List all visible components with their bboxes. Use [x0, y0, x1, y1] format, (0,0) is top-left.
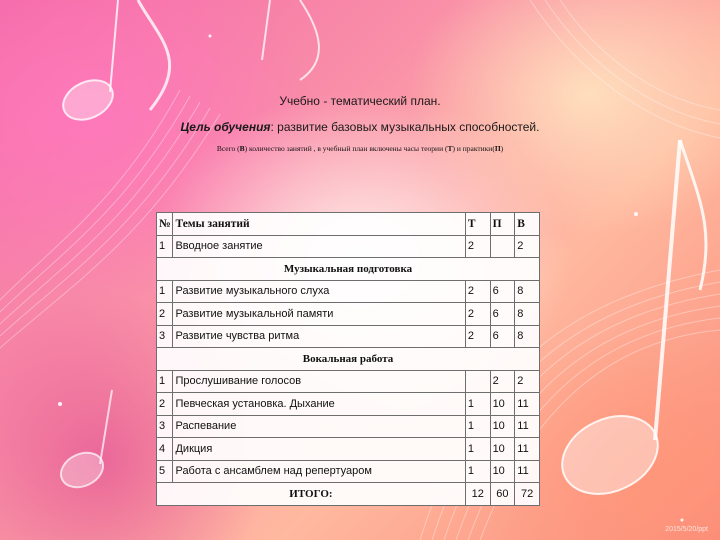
cell-practice [490, 235, 515, 258]
legend-note [0, 144, 720, 153]
goal-label: Цель обучения [180, 120, 271, 134]
cell-number: 3 [157, 415, 173, 438]
cell-theory: 2 [465, 235, 490, 258]
cell-theory: 1 [465, 438, 490, 461]
total-label: ИТОГО: [157, 483, 466, 506]
cell-total: 2 [515, 370, 540, 393]
cell-total: 11 [515, 393, 540, 416]
column-header-practice: П [490, 213, 515, 236]
learning-goal [0, 120, 720, 134]
cell-total: 8 [515, 303, 540, 326]
note-abbrev-total: В [239, 144, 245, 153]
total-row [157, 483, 540, 506]
cell-total: 2 [515, 235, 540, 258]
section-row [157, 348, 540, 371]
section-title: Вокальная работа [157, 348, 540, 371]
note-text: ) количество занятий , в учебный план включены часы теории ( [244, 144, 448, 153]
section-title: Музыкальная подготовка [157, 258, 540, 281]
cell-theory: 1 [465, 460, 490, 483]
cell-total: 11 [515, 438, 540, 461]
cell-practice: 10 [490, 415, 515, 438]
cell-theory [465, 370, 490, 393]
note-text: Всего ( [216, 144, 240, 153]
table-header-row [157, 213, 540, 236]
cell-number: 1 [157, 235, 173, 258]
cell-practice: 10 [490, 393, 515, 416]
note-text: ) [500, 144, 504, 153]
total-theory: 12 [465, 483, 490, 506]
cell-theory: 2 [465, 280, 490, 303]
cell-theory: 1 [465, 415, 490, 438]
table-row [157, 393, 540, 416]
cell-topic: Певческая установка. Дыхание [173, 393, 465, 416]
cell-number: 1 [157, 370, 173, 393]
note-abbrev-theory: Т [447, 144, 453, 153]
cell-practice: 10 [490, 460, 515, 483]
cell-number: 2 [157, 393, 173, 416]
cell-practice: 10 [490, 438, 515, 461]
cell-practice: 6 [490, 303, 515, 326]
cell-practice: 6 [490, 325, 515, 348]
column-header-number: № [157, 213, 173, 236]
column-header-theory: Т [465, 213, 490, 236]
cell-topic: Распевание [173, 415, 465, 438]
cell-topic: Вводное занятие [173, 235, 465, 258]
curriculum-table [156, 212, 540, 506]
cell-theory: 1 [465, 393, 490, 416]
note-abbrev-practice: П [494, 144, 501, 153]
cell-topic: Развитие чувства ритма [173, 325, 465, 348]
total-hours: 72 [515, 483, 540, 506]
column-header-topic: Темы занятий [173, 213, 465, 236]
cell-total: 11 [515, 460, 540, 483]
cell-practice: 6 [490, 280, 515, 303]
table-row [157, 303, 540, 326]
table-row [157, 438, 540, 461]
cell-practice: 2 [490, 370, 515, 393]
cell-total: 8 [515, 280, 540, 303]
section-row [157, 258, 540, 281]
watermark: 2015/5/20/ppt [665, 526, 708, 533]
cell-number: 5 [157, 460, 173, 483]
cell-number: 4 [157, 438, 173, 461]
table-row [157, 460, 540, 483]
table-row [157, 415, 540, 438]
cell-topic: Развитие музыкального слуха [173, 280, 465, 303]
cell-topic: Прослушивание голосов [173, 370, 465, 393]
cell-number: 3 [157, 325, 173, 348]
total-practice: 60 [490, 483, 515, 506]
cell-topic: Работа с ансамблем над репертуаром [173, 460, 465, 483]
column-header-total: В [515, 213, 540, 236]
cell-theory: 2 [465, 325, 490, 348]
cell-number: 1 [157, 280, 173, 303]
goal-text: : развитие базовых музыкальных способностей. [270, 120, 540, 134]
cell-total: 8 [515, 325, 540, 348]
cell-topic: Дикция [173, 438, 465, 461]
table-row [157, 280, 540, 303]
table-row [157, 235, 540, 258]
cell-topic: Развитие музыкальной памяти [173, 303, 465, 326]
cell-theory: 2 [465, 303, 490, 326]
cell-number: 2 [157, 303, 173, 326]
page-title: Учебно - тематический план. [279, 94, 441, 108]
table-row [157, 325, 540, 348]
cell-total: 11 [515, 415, 540, 438]
note-text: ) и практики( [452, 144, 495, 153]
table-row [157, 370, 540, 393]
